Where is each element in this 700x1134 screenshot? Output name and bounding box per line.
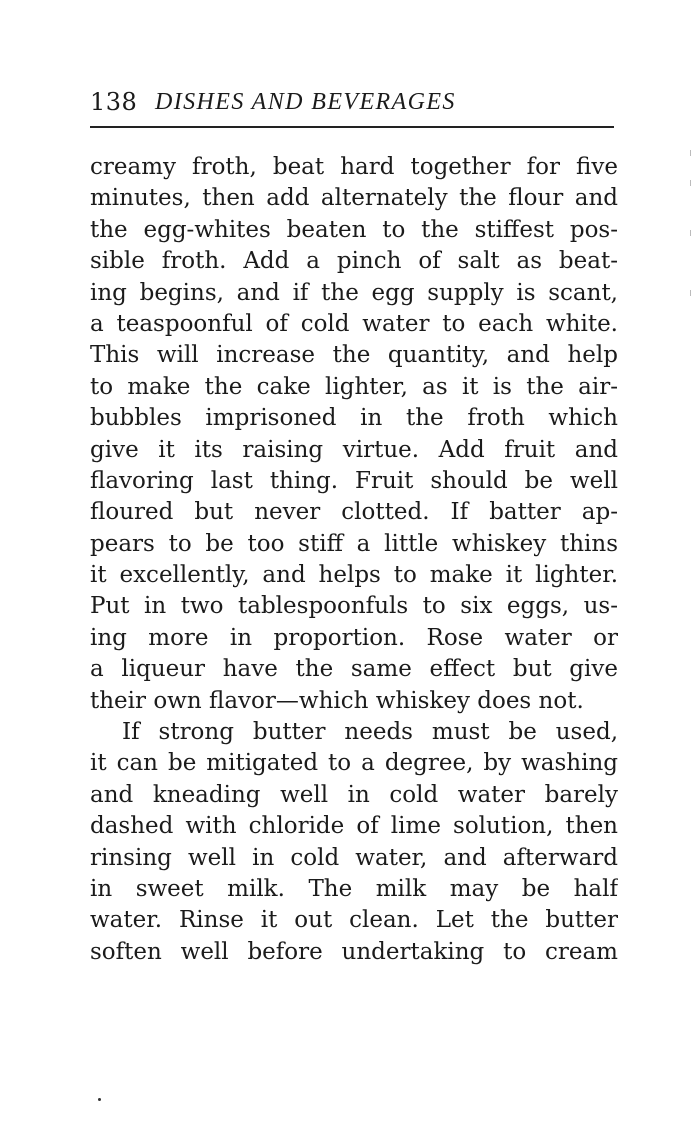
text-line: floured but never clotted. If batter ap- — [90, 499, 618, 526]
text-line: creamy froth, beat hard together for five — [90, 154, 618, 180]
text-line: and kneading well in cold water barely — [90, 781, 618, 808]
text-line: This will increase the quantity, and help — [90, 342, 618, 369]
running-title: DISHES AND BEVERAGES — [155, 89, 456, 115]
text-line: bubbles imprisoned in the froth which — [90, 405, 618, 432]
paragraph-first-line: If strong butter needs must be used, — [122, 719, 618, 746]
text-line: it excellently, and helps to make it lighter. — [90, 562, 618, 589]
text-line: pears to be too stiff a little whiskey thins — [90, 530, 618, 557]
text-line: flavoring last thing. Fruit should be well — [90, 467, 618, 494]
page-number: 138 — [90, 88, 138, 116]
margin-marks — [690, 140, 694, 320]
text-line: water. Rinse it out clean. Let the butter — [90, 907, 618, 934]
text-line: it can be mitigated to a degree, by washing — [90, 750, 618, 777]
text-line: a liqueur have the same effect but give — [90, 656, 618, 683]
text-line: ing begins, and if the egg supply is scant, — [90, 279, 618, 306]
text-line: in sweet milk. The milk may be half — [90, 875, 618, 902]
header-rule — [90, 126, 614, 128]
text-line: Put in two tablespoonfuls to six eggs, us- — [90, 593, 618, 620]
stray-dot — [98, 1098, 101, 1101]
text-line: a teaspoonful of cold water to each white. — [90, 310, 618, 337]
text-line: dashed with chloride of lime solution, then — [90, 813, 618, 840]
body-text — [90, 152, 618, 968]
text-line: to make the cake lighter, as it is the air- — [90, 373, 618, 400]
text-line: the egg-whites beaten to the stiffest pos- — [90, 216, 618, 243]
text-line: ing more in proportion. Rose water or — [90, 624, 618, 651]
text-line: their own flavor—which whiskey does not. — [90, 687, 584, 714]
text-line: sible froth. Add a pinch of salt as beat- — [90, 248, 618, 275]
page-header — [90, 86, 616, 126]
text-line: minutes, then add alternately the flour and — [90, 185, 618, 212]
text-line: give it its raising virtue. Add fruit and — [90, 436, 618, 463]
text-line: soften well before undertaking to cream — [90, 938, 618, 965]
text-line: rinsing well in cold water, and afterward — [90, 844, 618, 871]
